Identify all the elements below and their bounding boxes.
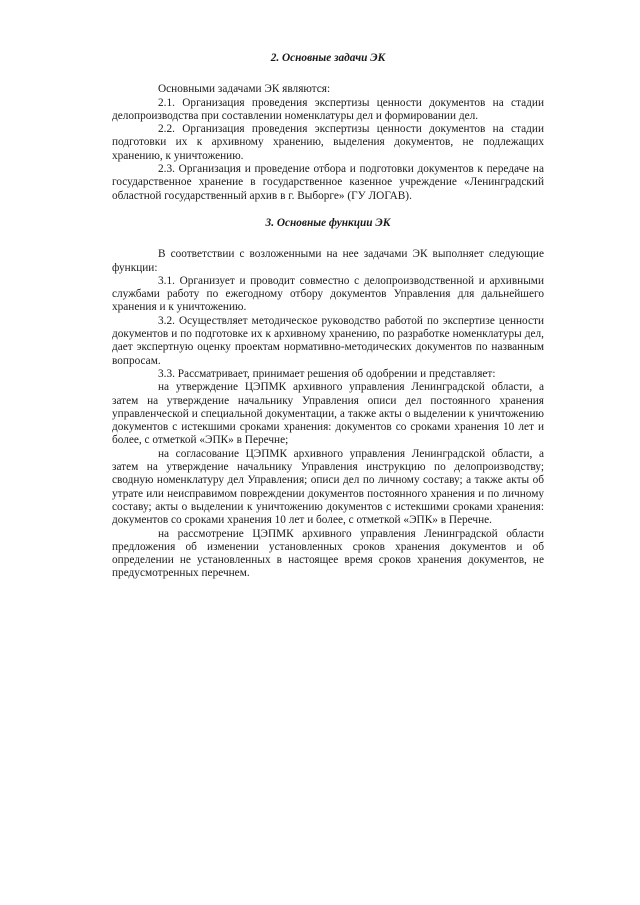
paragraph-2-2: 2.2. Организация проведения экспертизы ценности документов на стадии подготовки их к архивному хранению, выделения документов, не подлежащих хранению, к уничтожению. <box>112 123 544 162</box>
section-3-heading: 3. Основные функции ЭК <box>265 216 391 229</box>
paragraph-3-1: 3.1. Организует и проводит совместно с делопроизводственной и архивными службами работу по ежегодному отбору документов Управления для дальнейшего хранения и к уничтожению. <box>112 274 544 314</box>
section-3-intro: В соответствии с возложенными на нее задачами ЭК выполняет следующие функции: <box>112 248 544 274</box>
paragraph-3-3-review: на рассмотрение ЦЭПМК архивного управления Ленинградской области предложения об изменении установленных сроков хранения документов и об определении не установленных в настоящее время сроков хранения документов, не предусмотренных перечнем. <box>112 527 544 580</box>
paragraph-2-3: 2.3. Организация и проведение отбора и подготовки документов к передаче на государственное хранение в государственное казенное учреждение «Ленинградский областной государственный архив в г. Выборге» (ГУ ЛОГАВ). <box>112 163 544 202</box>
paragraph-3-3: 3.3. Рассматривает, принимает решения об одобрении и представляет: <box>158 367 496 380</box>
paragraph-3-3-approval: на утверждение ЦЭПМК архивного управления Ленинградской области, а затем на утверждение начальнику Управления описи дел постоянного хранения управленческой и специальной документации, а также акты о выделении к уничтожению документов с истекшими сроками хранения: документов со сроками хранения 10 лет и более, с отметкой «ЭПК» в Перечне; <box>112 381 544 447</box>
section-2-heading: 2. Основные задачи ЭК <box>270 52 386 64</box>
paragraph-2-1: 2.1. Организация проведения экспертизы ценности документов на стадии делопроизводства при составлении номенклатуры дел и формировании дел. <box>112 96 544 122</box>
paragraph-3-2: 3.2. Осуществляет методическое руководство работой по экспертизе ценности документов и по подготовке их к архивному хранению, по разработке номенклатуры дел, дает экспертную оценку проектам нормативно-методических документов по названным вопросам. <box>112 314 544 367</box>
document-body <box>112 52 544 581</box>
section-2-intro: Основными задачами ЭК являются: <box>158 83 331 96</box>
paragraph-3-3-agreement: на согласование ЦЭПМК архивного управления Ленинградской области, а затем на утверждение начальнику Управления инструкцию по делопроизводству; сводную номенклатуру дел Управления; описи дел по личному составу; а также акты об утрате или неисправимом повреждении документов постоянного хранения и по личному составу; акты о выделении к уничтожению документов с истекшими сроками хранения: документов со сроками хранения 10 лет и более, с отметкой «ЭПК» в Перечне. <box>112 447 544 527</box>
